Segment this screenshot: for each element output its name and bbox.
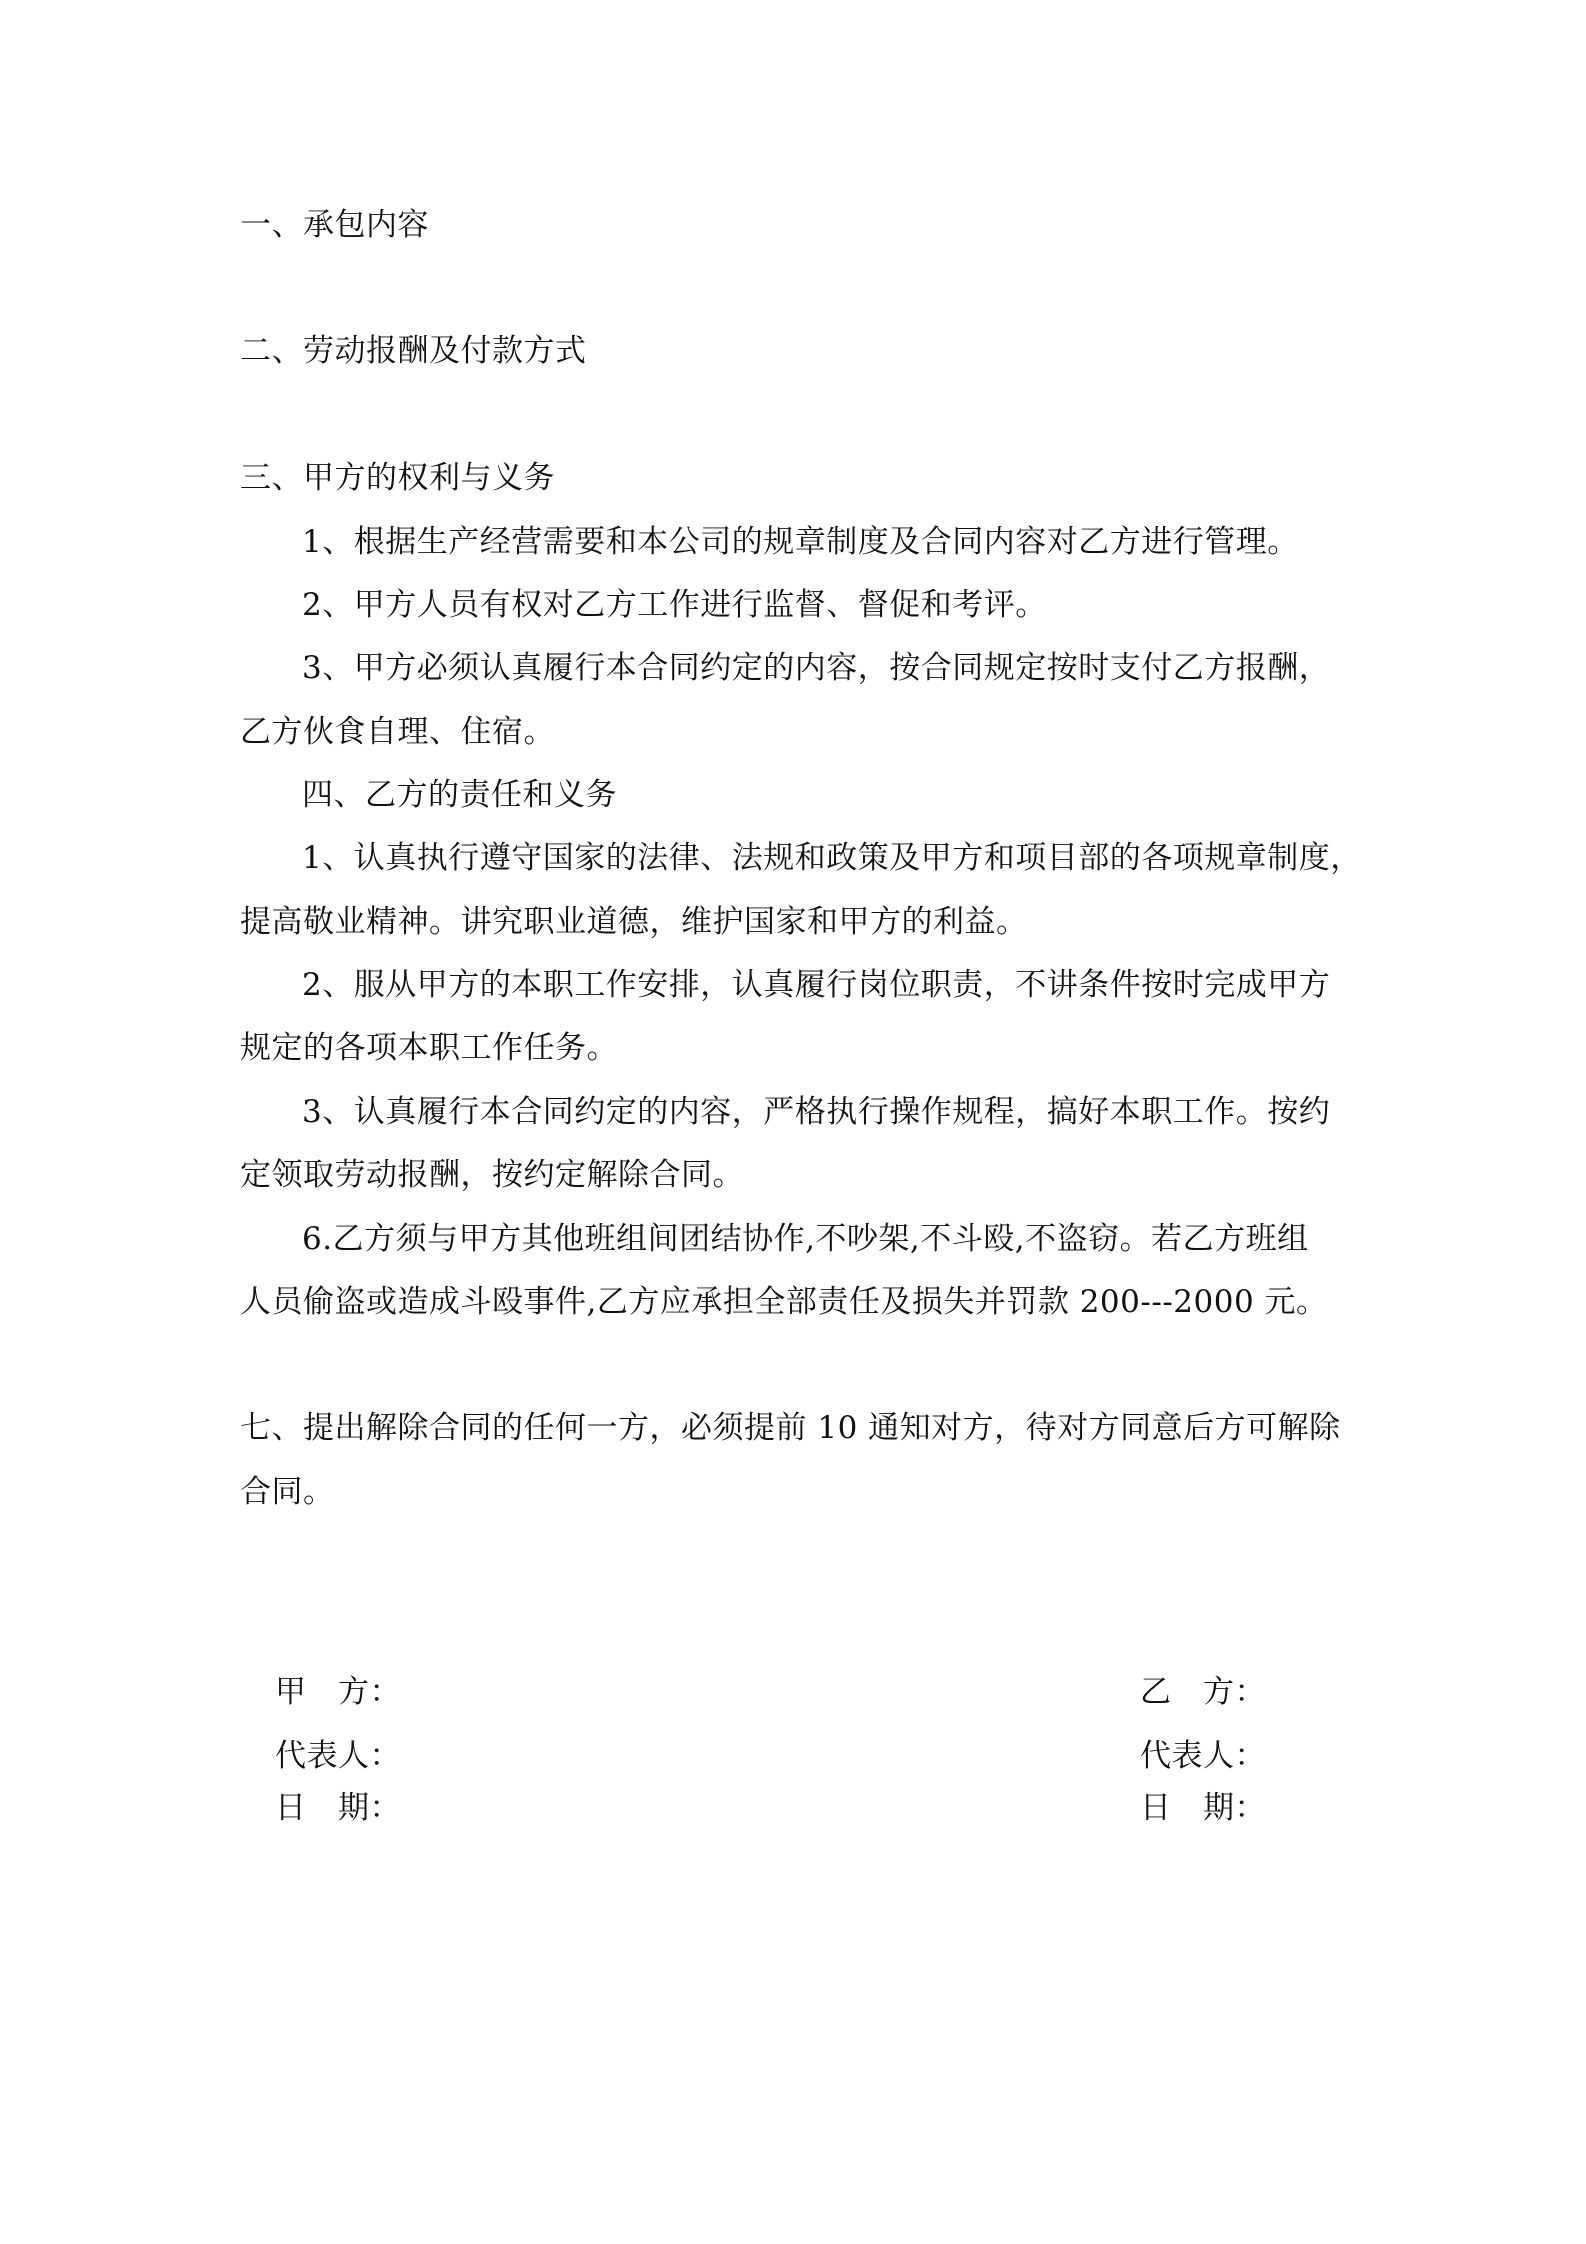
section-4-item-2-line-1: 2、服从甲方的本职工作安排，认真履行岗位职责，不讲条件按时完成甲方 [302, 967, 1331, 1003]
section-3-item-3-line-1: 3、甲方必须认真履行本合同约定的内容，按合同规定按时支付乙方报酬， [302, 650, 1331, 686]
section-4-item-2-line-2: 规定的各项本职工作任务。 [240, 1030, 618, 1066]
section-2-title: 二、劳动报酬及付款方式 [240, 333, 587, 369]
party-a-representative-label: 代表人： [275, 1738, 401, 1774]
section-3-title: 三、甲方的权利与义务 [240, 460, 555, 496]
section-4-item-3-line-2: 定领取劳动报酬，按约定解除合同。 [240, 1157, 744, 1193]
section-4-item-6-line-2: 人员偷盗或造成斗殴事件,乙方应承担全部责任及损失并罚款 200---2000 元。 [240, 1284, 1328, 1320]
section-4-item-3-line-1: 3、认真履行本合同约定的内容，严格执行操作规程，搞好本职工作。按约 [302, 1094, 1331, 1130]
section-7-line-1: 七、提出解除合同的任何一方，必须提前 10 通知对方，待对方同意后方可解除 [240, 1410, 1341, 1446]
section-4-item-1-line-1: 1、认真执行遵守国家的法律、法规和政策及甲方和项目部的各项规章制度， [302, 840, 1362, 876]
party-a-label: 甲 方： [275, 1674, 401, 1710]
party-b-date-label: 日 期： [1140, 1790, 1266, 1826]
party-a-date-label: 日 期： [275, 1790, 401, 1826]
section-4-title: 四、乙方的责任和义务 [302, 777, 617, 813]
section-1-title: 一、承包内容 [240, 207, 429, 243]
section-3-item-1: 1、根据生产经营需要和本公司的规章制度及合同内容对乙方进行管理。 [302, 524, 1299, 560]
party-b-label: 乙 方： [1140, 1674, 1266, 1710]
section-3-item-3-line-2: 乙方伙食自理、住宿。 [240, 714, 555, 750]
party-b-representative-label: 代表人： [1140, 1738, 1266, 1774]
section-4-item-6-line-1: 6.乙方须与甲方其他班组间团结协作,不吵架,不斗殴,不盗窃。若乙方班组 [302, 1221, 1309, 1257]
section-3-item-2: 2、甲方人员有权对乙方工作进行监督、督促和考评。 [302, 587, 1047, 623]
section-7-line-2: 合同。 [240, 1474, 335, 1510]
section-4-item-1-line-2: 提高敬业精神。讲究职业道德，维护国家和甲方的利益。 [240, 904, 1028, 940]
